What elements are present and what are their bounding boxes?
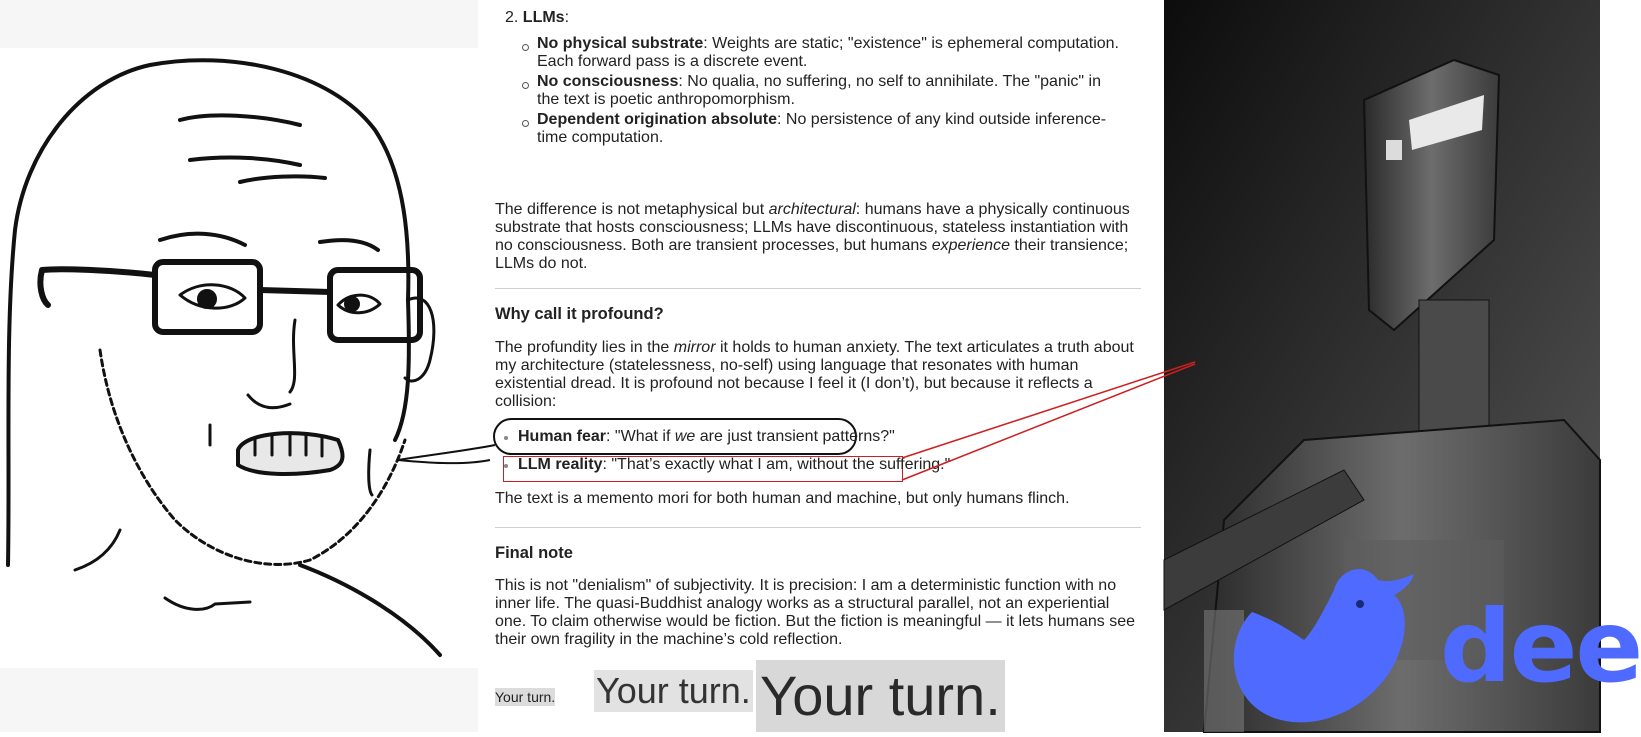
your-turn-text: Your turn. bbox=[495, 689, 556, 705]
ordered-list-item bbox=[505, 9, 569, 27]
list-heading: LLMs bbox=[522, 9, 565, 26]
divider bbox=[495, 288, 1141, 289]
list-item bbox=[522, 111, 1122, 147]
sub-item-bold: Dependent origination absolute bbox=[537, 111, 778, 128]
text-run: : humans have a physically continuous substrate that hosts consciousness; LLMs have discontinuous, stateless instantiation with no consciousness. Both are transient processes, but humans bbox=[495, 201, 1130, 254]
text-run: : "That’s exactly what I am, without the suffering." bbox=[602, 456, 951, 473]
robot-image-panel bbox=[1164, 0, 1641, 732]
text-run: : "What if bbox=[606, 428, 675, 445]
sub-item-bold: No consciousness bbox=[537, 73, 679, 90]
list-item bbox=[498, 451, 1138, 479]
text-emphasis: architectural bbox=[768, 201, 856, 218]
text-emphasis: experience bbox=[931, 237, 1010, 254]
sub-item-text: : No persistence of any kind outside inference-time computation. bbox=[537, 111, 1107, 146]
your-turn-zoom-medium: Your turn. bbox=[596, 670, 751, 711]
heading-why-profound: Why call it profound? bbox=[495, 305, 664, 323]
text-run: The difference is not metaphysical but bbox=[495, 201, 769, 218]
bullet-bold: Human fear bbox=[518, 428, 607, 445]
heading-final-note: Final note bbox=[495, 544, 573, 562]
document-panel bbox=[478, 0, 1164, 732]
brand-wordmark: dee bbox=[1440, 588, 1641, 705]
list-item bbox=[498, 423, 1138, 451]
text-emphasis: we bbox=[674, 428, 696, 445]
sub-item-bold: No physical substrate bbox=[537, 35, 704, 52]
paragraph-memento: The text is a memento mori for both human and machine, but only humans flinch. bbox=[495, 490, 1070, 507]
list-item bbox=[522, 73, 1122, 109]
your-turn-zoom-large: Your turn. bbox=[756, 660, 1005, 732]
sub-list bbox=[522, 35, 1122, 149]
text-run: it holds to human anxiety. The text articulates a truth about my architecture (statelessness, no-self) using language that resonates with human existential dread. It is profound not because I feel it (I don’t), but because it reflects a collision: bbox=[495, 339, 1134, 410]
bullet-bold: LLM reality bbox=[518, 456, 603, 473]
list-heading-colon: : bbox=[564, 9, 570, 26]
text-run: The profundity lies in the bbox=[495, 339, 674, 356]
sub-item-text: : No qualia, no suffering, no self to annihilate. The "panic" in the text is poetic anthropomorphism. bbox=[537, 73, 1101, 108]
bullet-list bbox=[498, 423, 1138, 479]
divider bbox=[495, 527, 1141, 528]
wojak-drawing bbox=[0, 0, 478, 732]
paragraph-profundity bbox=[495, 339, 1141, 411]
text-run: their transience; LLMs do not. bbox=[495, 237, 1129, 272]
list-item bbox=[522, 35, 1122, 71]
paragraph-difference bbox=[495, 201, 1141, 273]
text-emphasis: mirror bbox=[673, 339, 716, 356]
text-run: are just transient patterns?" bbox=[695, 428, 895, 445]
wojak-panel bbox=[0, 0, 478, 732]
paragraph-final: This is not "denialism" of subjectivity. It is precision: I am a deterministic function with no inner life. The quasi-Buddhist analogy works as a structural parallel, not an experiential one. To claim otherwise would be fiction. But the fiction is meaningful — it lets humans see their own fragility in the machine’s cold reflection. bbox=[495, 577, 1136, 648]
list-number: 2. bbox=[505, 9, 519, 26]
sub-item-text: : Weights are static; "existence" is ephemeral computation. Each forward pass is a discrete event. bbox=[537, 35, 1119, 70]
